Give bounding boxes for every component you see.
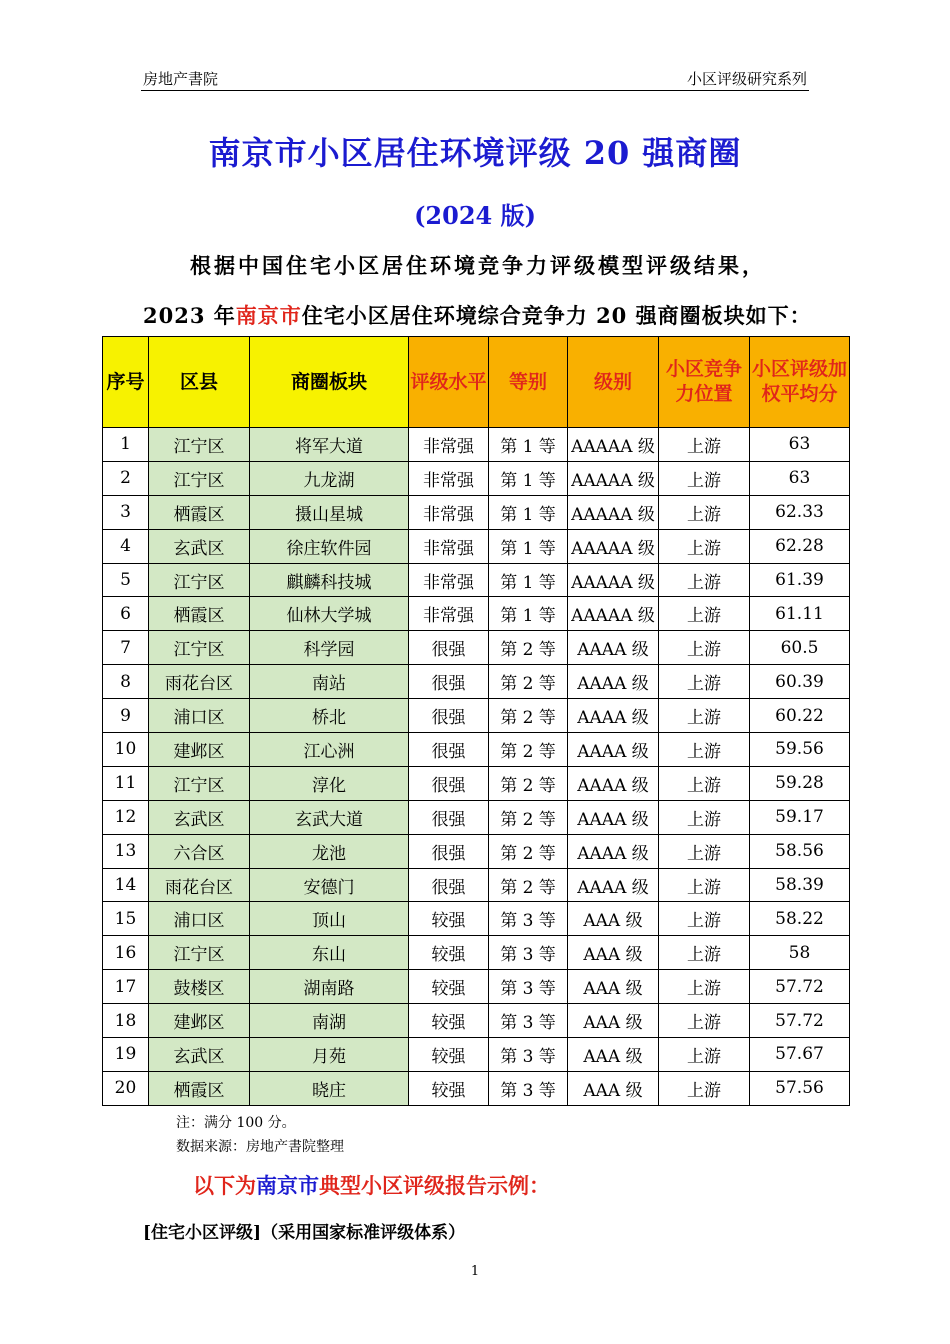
cell-class: AAAAA 级 — [568, 428, 659, 462]
cell-index: 11 — [103, 766, 149, 800]
table-row — [103, 800, 850, 834]
ranking-table — [102, 336, 850, 1106]
cell-score: 59.17 — [750, 800, 850, 834]
table-row — [103, 597, 850, 631]
table-row — [103, 529, 850, 563]
cell-score: 58 — [750, 936, 850, 970]
cell-business-area: 九龙湖 — [250, 461, 409, 495]
cell-class: AAAA 级 — [568, 868, 659, 902]
cell-position: 上游 — [659, 563, 750, 597]
cell-position: 上游 — [659, 597, 750, 631]
cell-rating-level: 较强 — [409, 970, 489, 1004]
cell-rating-level: 较强 — [409, 902, 489, 936]
cell-grade: 第 1 等 — [489, 461, 568, 495]
header-position: 小区竞争力位置 — [659, 337, 750, 428]
section-city: 南京市 — [256, 1173, 319, 1198]
table-row — [103, 970, 850, 1004]
cell-class: AAAAA 级 — [568, 461, 659, 495]
cell-district: 栖霞区 — [149, 597, 250, 631]
cell-district: 江宁区 — [149, 428, 250, 462]
cell-position: 上游 — [659, 631, 750, 665]
table-row — [103, 936, 850, 970]
cell-class: AAAA 级 — [568, 766, 659, 800]
cell-score: 63 — [750, 461, 850, 495]
cell-district: 鼓楼区 — [149, 970, 250, 1004]
cell-business-area: 湖南路 — [250, 970, 409, 1004]
cell-business-area: 玄武大道 — [250, 800, 409, 834]
cell-district: 建邺区 — [149, 1004, 250, 1038]
cell-district: 栖霞区 — [149, 1071, 250, 1105]
cell-score: 60.22 — [750, 699, 850, 733]
cell-score: 61.39 — [750, 563, 850, 597]
cell-business-area: 桥北 — [250, 699, 409, 733]
cell-class: AAAA 级 — [568, 733, 659, 767]
intro-year: 2023 年 — [143, 303, 236, 328]
cell-score: 59.28 — [750, 766, 850, 800]
cell-rating-level: 很强 — [409, 631, 489, 665]
cell-index: 16 — [103, 936, 149, 970]
table-row — [103, 834, 850, 868]
cell-grade: 第 2 等 — [489, 665, 568, 699]
cell-rating-level: 较强 — [409, 1071, 489, 1105]
cell-business-area: 淳化 — [250, 766, 409, 800]
intro-city-highlight: 南京市 — [235, 303, 302, 328]
cell-index: 2 — [103, 461, 149, 495]
cell-index: 20 — [103, 1071, 149, 1105]
cell-class: AAA 级 — [568, 902, 659, 936]
intro-description: 住宅小区居住环境综合竞争力 20 强商圈板块如下： — [301, 303, 812, 328]
cell-class: AAA 级 — [568, 1038, 659, 1072]
cell-district: 江宁区 — [149, 766, 250, 800]
cell-score: 57.56 — [750, 1071, 850, 1105]
footnote-max-score: 注：满分 100 分。 — [176, 1115, 296, 1131]
cell-business-area: 龙池 — [250, 834, 409, 868]
cell-rating-level: 较强 — [409, 936, 489, 970]
cell-position: 上游 — [659, 733, 750, 767]
cell-position: 上游 — [659, 665, 750, 699]
cell-index: 12 — [103, 800, 149, 834]
cell-rating-level: 较强 — [409, 1038, 489, 1072]
cell-class: AAAA 级 — [568, 631, 659, 665]
intro-line-2 — [143, 300, 812, 330]
cell-class: AAAA 级 — [568, 665, 659, 699]
cell-grade: 第 3 等 — [489, 902, 568, 936]
cell-grade: 第 1 等 — [489, 597, 568, 631]
cell-business-area: 摄山星城 — [250, 495, 409, 529]
cell-rating-level: 很强 — [409, 665, 489, 699]
cell-district: 雨花台区 — [149, 665, 250, 699]
table-row — [103, 1038, 850, 1072]
cell-business-area: 晓庄 — [250, 1071, 409, 1105]
cell-index: 1 — [103, 428, 149, 462]
table-row — [103, 495, 850, 529]
cell-position: 上游 — [659, 428, 750, 462]
cell-business-area: 麒麟科技城 — [250, 563, 409, 597]
header-business-area: 商圈板块 — [250, 337, 409, 428]
cell-index: 15 — [103, 902, 149, 936]
cell-business-area: 南站 — [250, 665, 409, 699]
cell-rating-level: 非常强 — [409, 428, 489, 462]
footnote-source: 数据来源：房地产書院整理 — [176, 1139, 344, 1155]
cell-class: AAAAA 级 — [568, 529, 659, 563]
cell-index: 19 — [103, 1038, 149, 1072]
cell-class: AAA 级 — [568, 936, 659, 970]
cell-position: 上游 — [659, 1071, 750, 1105]
cell-rating-level: 很强 — [409, 699, 489, 733]
cell-class: AAAA 级 — [568, 699, 659, 733]
cell-rating-level: 非常强 — [409, 529, 489, 563]
cell-score: 58.22 — [750, 902, 850, 936]
cell-index: 3 — [103, 495, 149, 529]
cell-index: 17 — [103, 970, 149, 1004]
cell-index: 9 — [103, 699, 149, 733]
cell-index: 18 — [103, 1004, 149, 1038]
cell-business-area: 科学园 — [250, 631, 409, 665]
cell-class: AAAAA 级 — [568, 597, 659, 631]
table-row — [103, 665, 850, 699]
cell-score: 60.39 — [750, 665, 850, 699]
cell-index: 6 — [103, 597, 149, 631]
table-row — [103, 1004, 850, 1038]
cell-grade: 第 2 等 — [489, 766, 568, 800]
cell-business-area: 顶山 — [250, 902, 409, 936]
header-class: 级别 — [568, 337, 659, 428]
cell-index: 8 — [103, 665, 149, 699]
table-row — [103, 766, 850, 800]
cell-score: 60.5 — [750, 631, 850, 665]
cell-rating-level: 很强 — [409, 868, 489, 902]
cell-district: 浦口区 — [149, 902, 250, 936]
cell-class: AAA 级 — [568, 1004, 659, 1038]
cell-rating-level: 很强 — [409, 834, 489, 868]
intro-line-1: 根据中国住宅小区居住环境竞争力评级模型评级结果， — [190, 253, 766, 278]
cell-class: AAAA 级 — [568, 834, 659, 868]
cell-district: 玄武区 — [149, 800, 250, 834]
cell-rating-level: 很强 — [409, 733, 489, 767]
cell-grade: 第 1 等 — [489, 563, 568, 597]
cell-score: 62.28 — [750, 529, 850, 563]
cell-position: 上游 — [659, 699, 750, 733]
cell-rating-level: 非常强 — [409, 563, 489, 597]
cell-rating-level: 非常强 — [409, 597, 489, 631]
header-left-text: 房地产書院 — [143, 70, 219, 88]
table-row — [103, 733, 850, 767]
cell-district: 江宁区 — [149, 461, 250, 495]
cell-district: 江宁区 — [149, 631, 250, 665]
cell-district: 栖霞区 — [149, 495, 250, 529]
section-suffix: 典型小区评级报告示例： — [319, 1173, 550, 1198]
table-row — [103, 868, 850, 902]
cell-class: AAAAA 级 — [568, 495, 659, 529]
cell-grade: 第 3 等 — [489, 1038, 568, 1072]
cell-score: 58.39 — [750, 868, 850, 902]
cell-district: 六合区 — [149, 834, 250, 868]
page-number: 1 — [470, 1264, 480, 1279]
header-right-text: 小区评级研究系列 — [686, 70, 807, 88]
cell-rating-level: 较强 — [409, 1004, 489, 1038]
cell-score: 61.11 — [750, 597, 850, 631]
cell-rating-level: 非常强 — [409, 495, 489, 529]
table-header-row — [103, 337, 850, 428]
cell-index: 14 — [103, 868, 149, 902]
cell-position: 上游 — [659, 1004, 750, 1038]
cell-position: 上游 — [659, 529, 750, 563]
cell-class: AAAAA 级 — [568, 563, 659, 597]
cell-class: AAAA 级 — [568, 800, 659, 834]
cell-position: 上游 — [659, 834, 750, 868]
sub-section-heading: [住宅小区评级]（采用国家标准评级体系） — [143, 1223, 466, 1243]
cell-district: 浦口区 — [149, 699, 250, 733]
document-subtitle: (2024 版) — [414, 201, 536, 230]
cell-score: 59.56 — [750, 733, 850, 767]
table-row — [103, 1071, 850, 1105]
cell-grade: 第 2 等 — [489, 834, 568, 868]
cell-rating-level: 很强 — [409, 800, 489, 834]
cell-score: 58.56 — [750, 834, 850, 868]
cell-position: 上游 — [659, 868, 750, 902]
cell-grade: 第 2 等 — [489, 868, 568, 902]
cell-position: 上游 — [659, 800, 750, 834]
cell-class: AAA 级 — [568, 970, 659, 1004]
cell-business-area: 南湖 — [250, 1004, 409, 1038]
cell-grade: 第 1 等 — [489, 529, 568, 563]
cell-district: 建邺区 — [149, 733, 250, 767]
cell-score: 57.72 — [750, 970, 850, 1004]
cell-position: 上游 — [659, 1038, 750, 1072]
cell-score: 63 — [750, 428, 850, 462]
cell-business-area: 江心洲 — [250, 733, 409, 767]
cell-business-area: 仙林大学城 — [250, 597, 409, 631]
cell-grade: 第 2 等 — [489, 699, 568, 733]
cell-position: 上游 — [659, 936, 750, 970]
table-row — [103, 428, 850, 462]
cell-district: 雨花台区 — [149, 868, 250, 902]
cell-position: 上游 — [659, 461, 750, 495]
cell-grade: 第 3 等 — [489, 936, 568, 970]
cell-score: 57.67 — [750, 1038, 850, 1072]
section-prefix: 以下为 — [193, 1173, 256, 1198]
cell-grade: 第 1 等 — [489, 495, 568, 529]
cell-grade: 第 2 等 — [489, 631, 568, 665]
table-row — [103, 563, 850, 597]
cell-index: 7 — [103, 631, 149, 665]
cell-business-area: 安德门 — [250, 868, 409, 902]
table-body — [103, 428, 850, 1106]
header-grade: 等别 — [489, 337, 568, 428]
header-divider — [141, 90, 809, 91]
table-row — [103, 631, 850, 665]
table-row — [103, 699, 850, 733]
cell-position: 上游 — [659, 902, 750, 936]
cell-grade: 第 2 等 — [489, 800, 568, 834]
cell-rating-level: 很强 — [409, 766, 489, 800]
header-rating-level: 评级水平 — [409, 337, 489, 428]
cell-grade: 第 3 等 — [489, 1071, 568, 1105]
cell-rating-level: 非常强 — [409, 461, 489, 495]
document-title: 南京市小区居住环境评级 20 强商圈 — [208, 134, 742, 172]
cell-index: 13 — [103, 834, 149, 868]
cell-index: 5 — [103, 563, 149, 597]
table-row — [103, 461, 850, 495]
cell-class: AAA 级 — [568, 1071, 659, 1105]
cell-position: 上游 — [659, 970, 750, 1004]
cell-district: 玄武区 — [149, 529, 250, 563]
cell-business-area: 月苑 — [250, 1038, 409, 1072]
cell-grade: 第 3 等 — [489, 1004, 568, 1038]
cell-position: 上游 — [659, 495, 750, 529]
cell-business-area: 东山 — [250, 936, 409, 970]
cell-grade: 第 3 等 — [489, 970, 568, 1004]
header-district: 区县 — [149, 337, 250, 428]
cell-district: 江宁区 — [149, 936, 250, 970]
cell-district: 玄武区 — [149, 1038, 250, 1072]
cell-business-area: 徐庄软件园 — [250, 529, 409, 563]
cell-district: 江宁区 — [149, 563, 250, 597]
cell-grade: 第 2 等 — [489, 733, 568, 767]
cell-position: 上游 — [659, 766, 750, 800]
cell-index: 10 — [103, 733, 149, 767]
cell-score: 57.72 — [750, 1004, 850, 1038]
header-score: 小区评级加权平均分 — [750, 337, 850, 428]
header-index: 序号 — [103, 337, 149, 428]
cell-business-area: 将军大道 — [250, 428, 409, 462]
cell-score: 62.33 — [750, 495, 850, 529]
section-heading — [193, 1170, 550, 1200]
cell-index: 4 — [103, 529, 149, 563]
cell-grade: 第 1 等 — [489, 428, 568, 462]
table-row — [103, 902, 850, 936]
